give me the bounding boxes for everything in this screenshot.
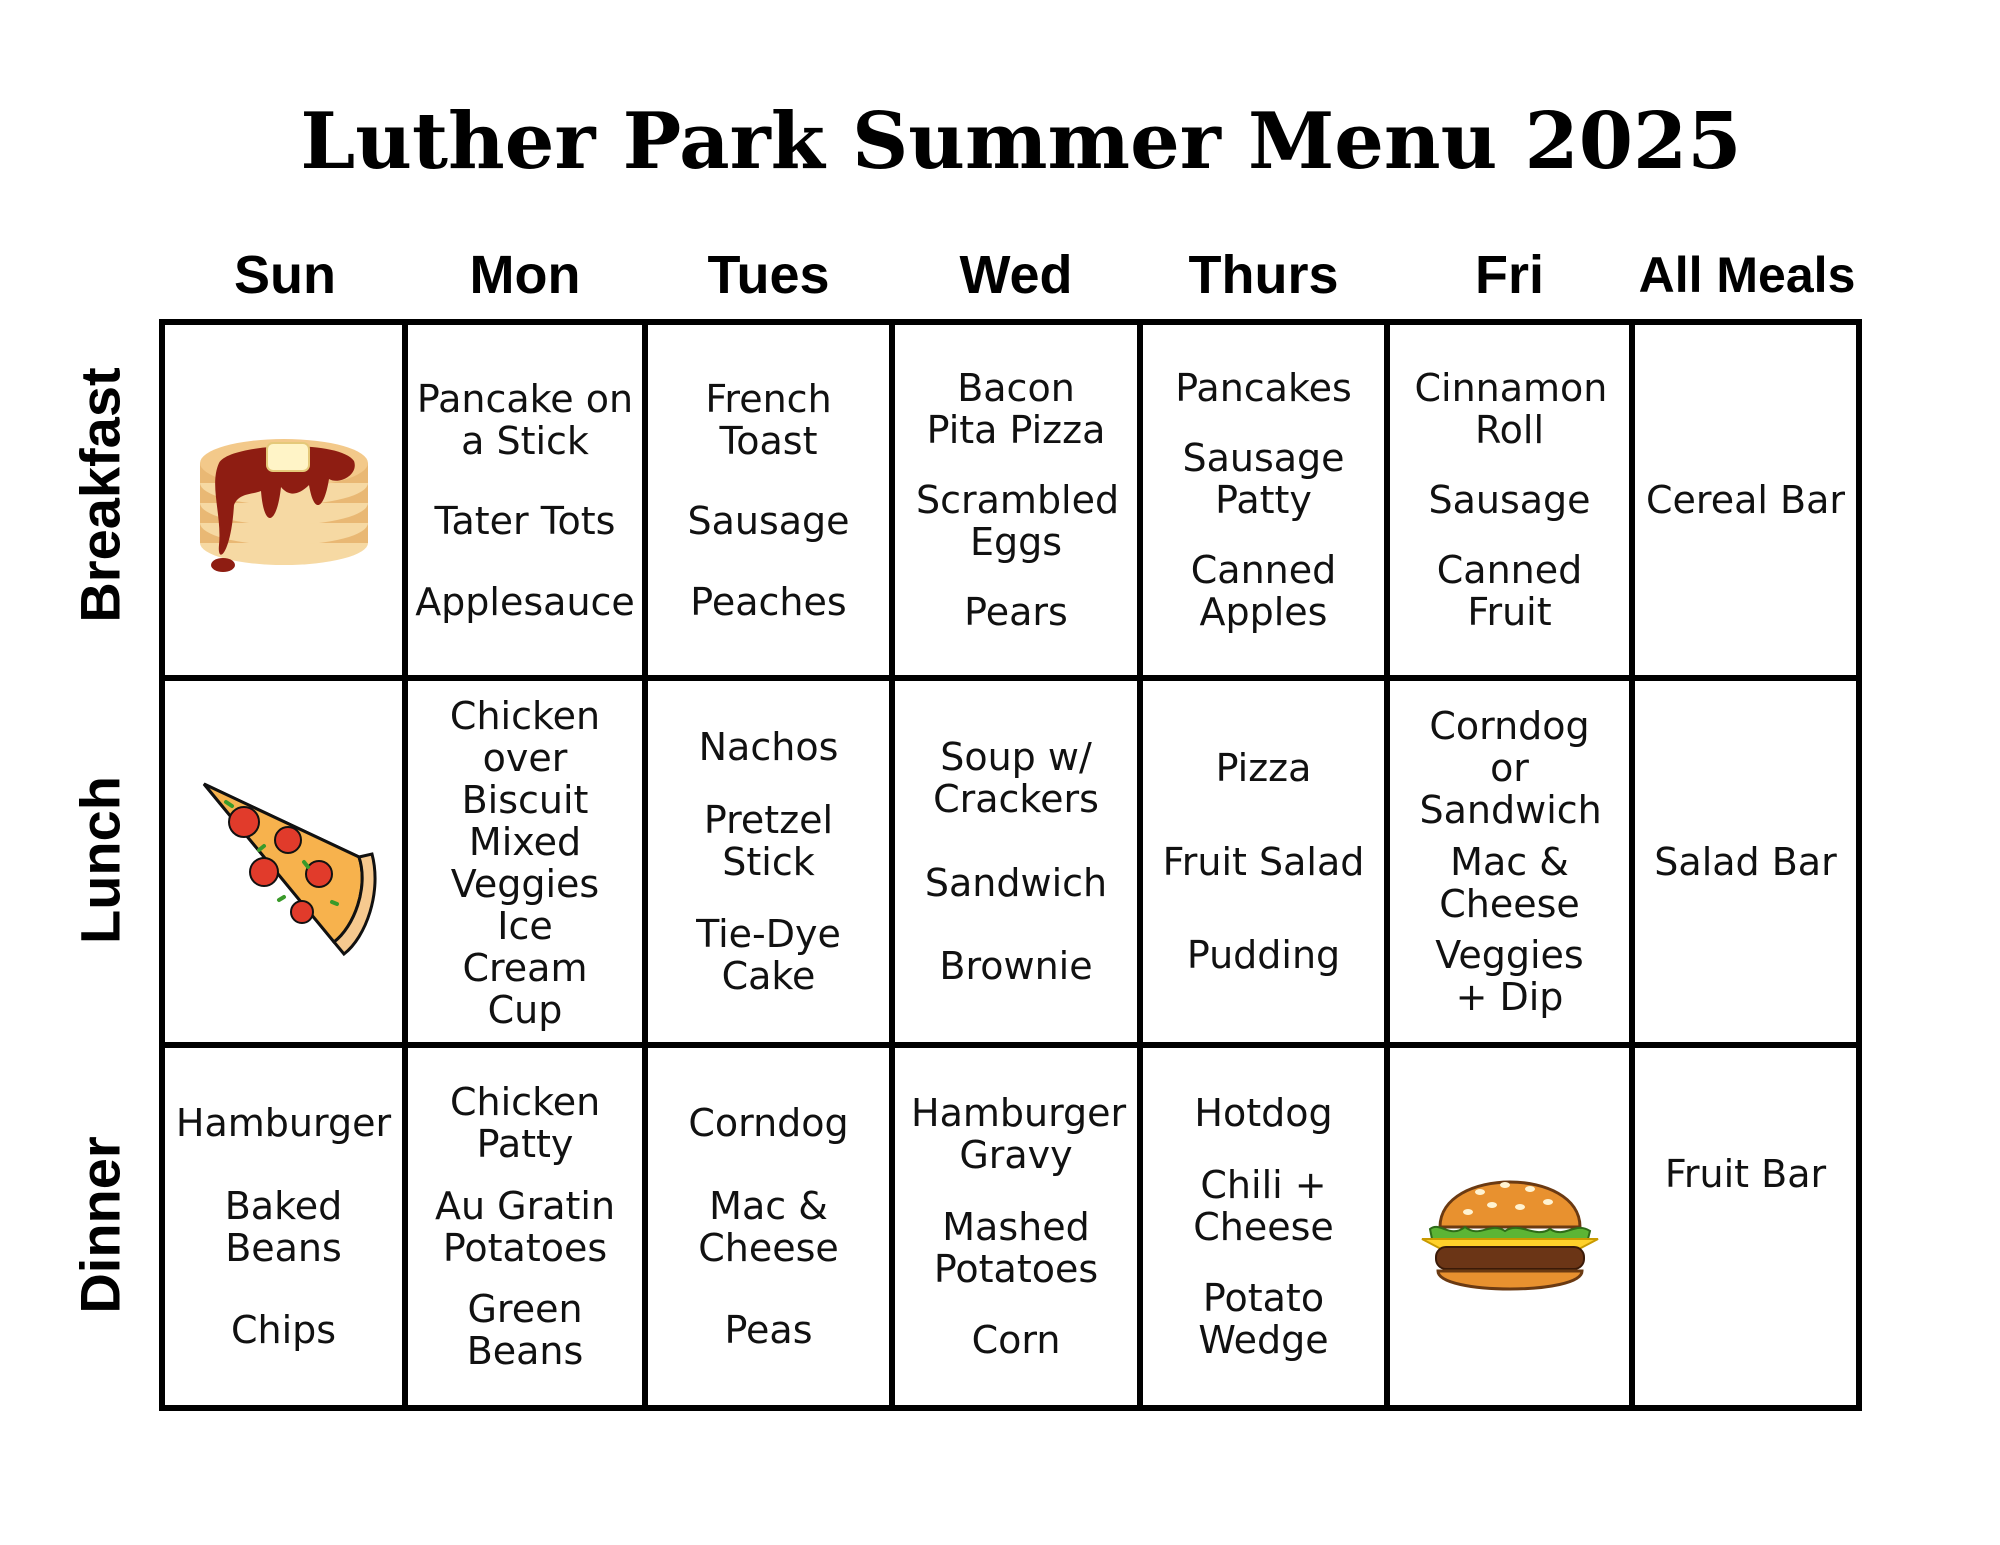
lunch-tues-cell xyxy=(648,681,889,1042)
menu-item: Hamburger Gravy xyxy=(911,1090,1127,1177)
menu-item: Mashed Potatoes xyxy=(933,1204,1099,1291)
menu-item: Sausage xyxy=(1428,478,1591,522)
day-header-thurs: Thurs xyxy=(1188,245,1339,305)
menu-item: Mac & Cheese xyxy=(1439,839,1580,926)
lunch-thurs-cell xyxy=(1143,681,1384,1042)
menu-item: Pears xyxy=(964,590,1068,634)
day-header-tues: Tues xyxy=(707,245,830,305)
dinner-all-meals-cell xyxy=(1635,1048,1856,1405)
menu-item: Chili + Cheese xyxy=(1193,1162,1334,1249)
breakfast-sun-cell xyxy=(165,325,402,675)
breakfast-mon-cell xyxy=(408,325,642,675)
menu-item: Tater Tots xyxy=(434,499,616,543)
lunch-sun-cell xyxy=(165,681,402,1042)
menu-item: Hotdog xyxy=(1194,1090,1333,1135)
menu-item: Fruit Salad xyxy=(1162,839,1365,884)
menu-item: Cereal Bar xyxy=(1646,478,1845,522)
dinner-thurs-cell xyxy=(1143,1048,1384,1405)
day-header-mon: Mon xyxy=(469,245,581,305)
lunch-mon-cell xyxy=(408,681,642,1042)
pizza-slice-icon xyxy=(184,762,384,962)
menu-item: Mixed Veggies xyxy=(450,820,600,906)
menu-item: Baked Beans xyxy=(224,1183,343,1270)
menu-item: Veggies + Dip xyxy=(1435,933,1584,1020)
menu-item: Pizza xyxy=(1215,745,1312,790)
pancakes-icon xyxy=(189,415,379,585)
lunch-wed-cell xyxy=(895,681,1137,1042)
menu-item: Canned Fruit xyxy=(1436,548,1583,634)
breakfast-all-meals-cell xyxy=(1635,325,1856,675)
lunch-all-meals-cell xyxy=(1635,681,1856,1042)
menu-item: Pudding xyxy=(1186,933,1341,978)
menu-item: Soup w/ Crackers xyxy=(933,735,1099,822)
dinner-wed-cell xyxy=(895,1048,1137,1405)
breakfast-fri-cell xyxy=(1390,325,1629,675)
menu-item: Sandwich xyxy=(924,860,1108,905)
day-header-fri: Fri xyxy=(1474,245,1544,305)
menu-item: Corn xyxy=(971,1318,1061,1363)
day-header-sun: Sun xyxy=(234,245,336,305)
menu-item: Fruit Bar xyxy=(1664,1151,1827,1196)
menu-item: Corndog or Sandwich xyxy=(1419,703,1602,832)
menu-item: Green Beans xyxy=(466,1286,584,1373)
menu-item: Applesauce xyxy=(415,579,635,624)
dinner-fri-cell xyxy=(1390,1048,1629,1405)
menu-item: Pancake on a Stick xyxy=(416,376,634,463)
menu-item: Brownie xyxy=(939,943,1093,988)
dinner-sun-cell xyxy=(165,1048,402,1405)
menu-item: Pancakes xyxy=(1175,366,1352,410)
day-header-all-meals: All Meals xyxy=(1638,247,1856,303)
menu-item: Pretzel Stick xyxy=(703,797,834,884)
menu-title: Luther Park Summer Menu 2025 xyxy=(300,96,1742,187)
menu-item: Canned Apples xyxy=(1190,548,1337,634)
menu-item: Chicken over Biscuit xyxy=(449,694,601,822)
dinner-tues-cell xyxy=(648,1048,889,1405)
menu-item: Sausage Patty xyxy=(1182,436,1345,522)
menu-item: Sausage xyxy=(687,499,850,543)
menu-item: Ice Cream Cup xyxy=(462,904,588,1032)
day-header-wed: Wed xyxy=(959,245,1073,305)
menu-item: French Toast xyxy=(705,376,832,463)
menu-item: Bacon Pita Pizza xyxy=(926,366,1106,452)
breakfast-tues-cell xyxy=(648,325,889,675)
menu-item: Nachos xyxy=(698,724,839,769)
menu-item: Potato Wedge xyxy=(1198,1276,1329,1363)
menu-item: Hamburger xyxy=(175,1101,392,1146)
lunch-fri-cell xyxy=(1390,681,1629,1042)
menu-item: Au Gratin Potatoes xyxy=(434,1183,616,1270)
dinner-mon-cell xyxy=(408,1048,642,1405)
menu-item: Chicken Patty xyxy=(450,1080,601,1167)
breakfast-wed-cell xyxy=(895,325,1137,675)
menu-item: Scrambled Eggs xyxy=(916,478,1120,564)
menu-item: Salad Bar xyxy=(1654,839,1837,884)
menu-item: Tie-Dye Cake xyxy=(696,912,841,999)
menu-grid xyxy=(159,319,1862,1411)
menu-item: Cinnamon Roll xyxy=(1414,366,1608,452)
menu-item: Mac & Cheese xyxy=(698,1183,839,1270)
menu-item: Corndog xyxy=(688,1101,849,1146)
hamburger-icon xyxy=(1410,1147,1610,1307)
menu-item: Chips xyxy=(230,1307,337,1352)
menu-item: Peas xyxy=(724,1307,813,1352)
breakfast-thurs-cell xyxy=(1143,325,1384,675)
menu-item: Peaches xyxy=(690,579,847,624)
